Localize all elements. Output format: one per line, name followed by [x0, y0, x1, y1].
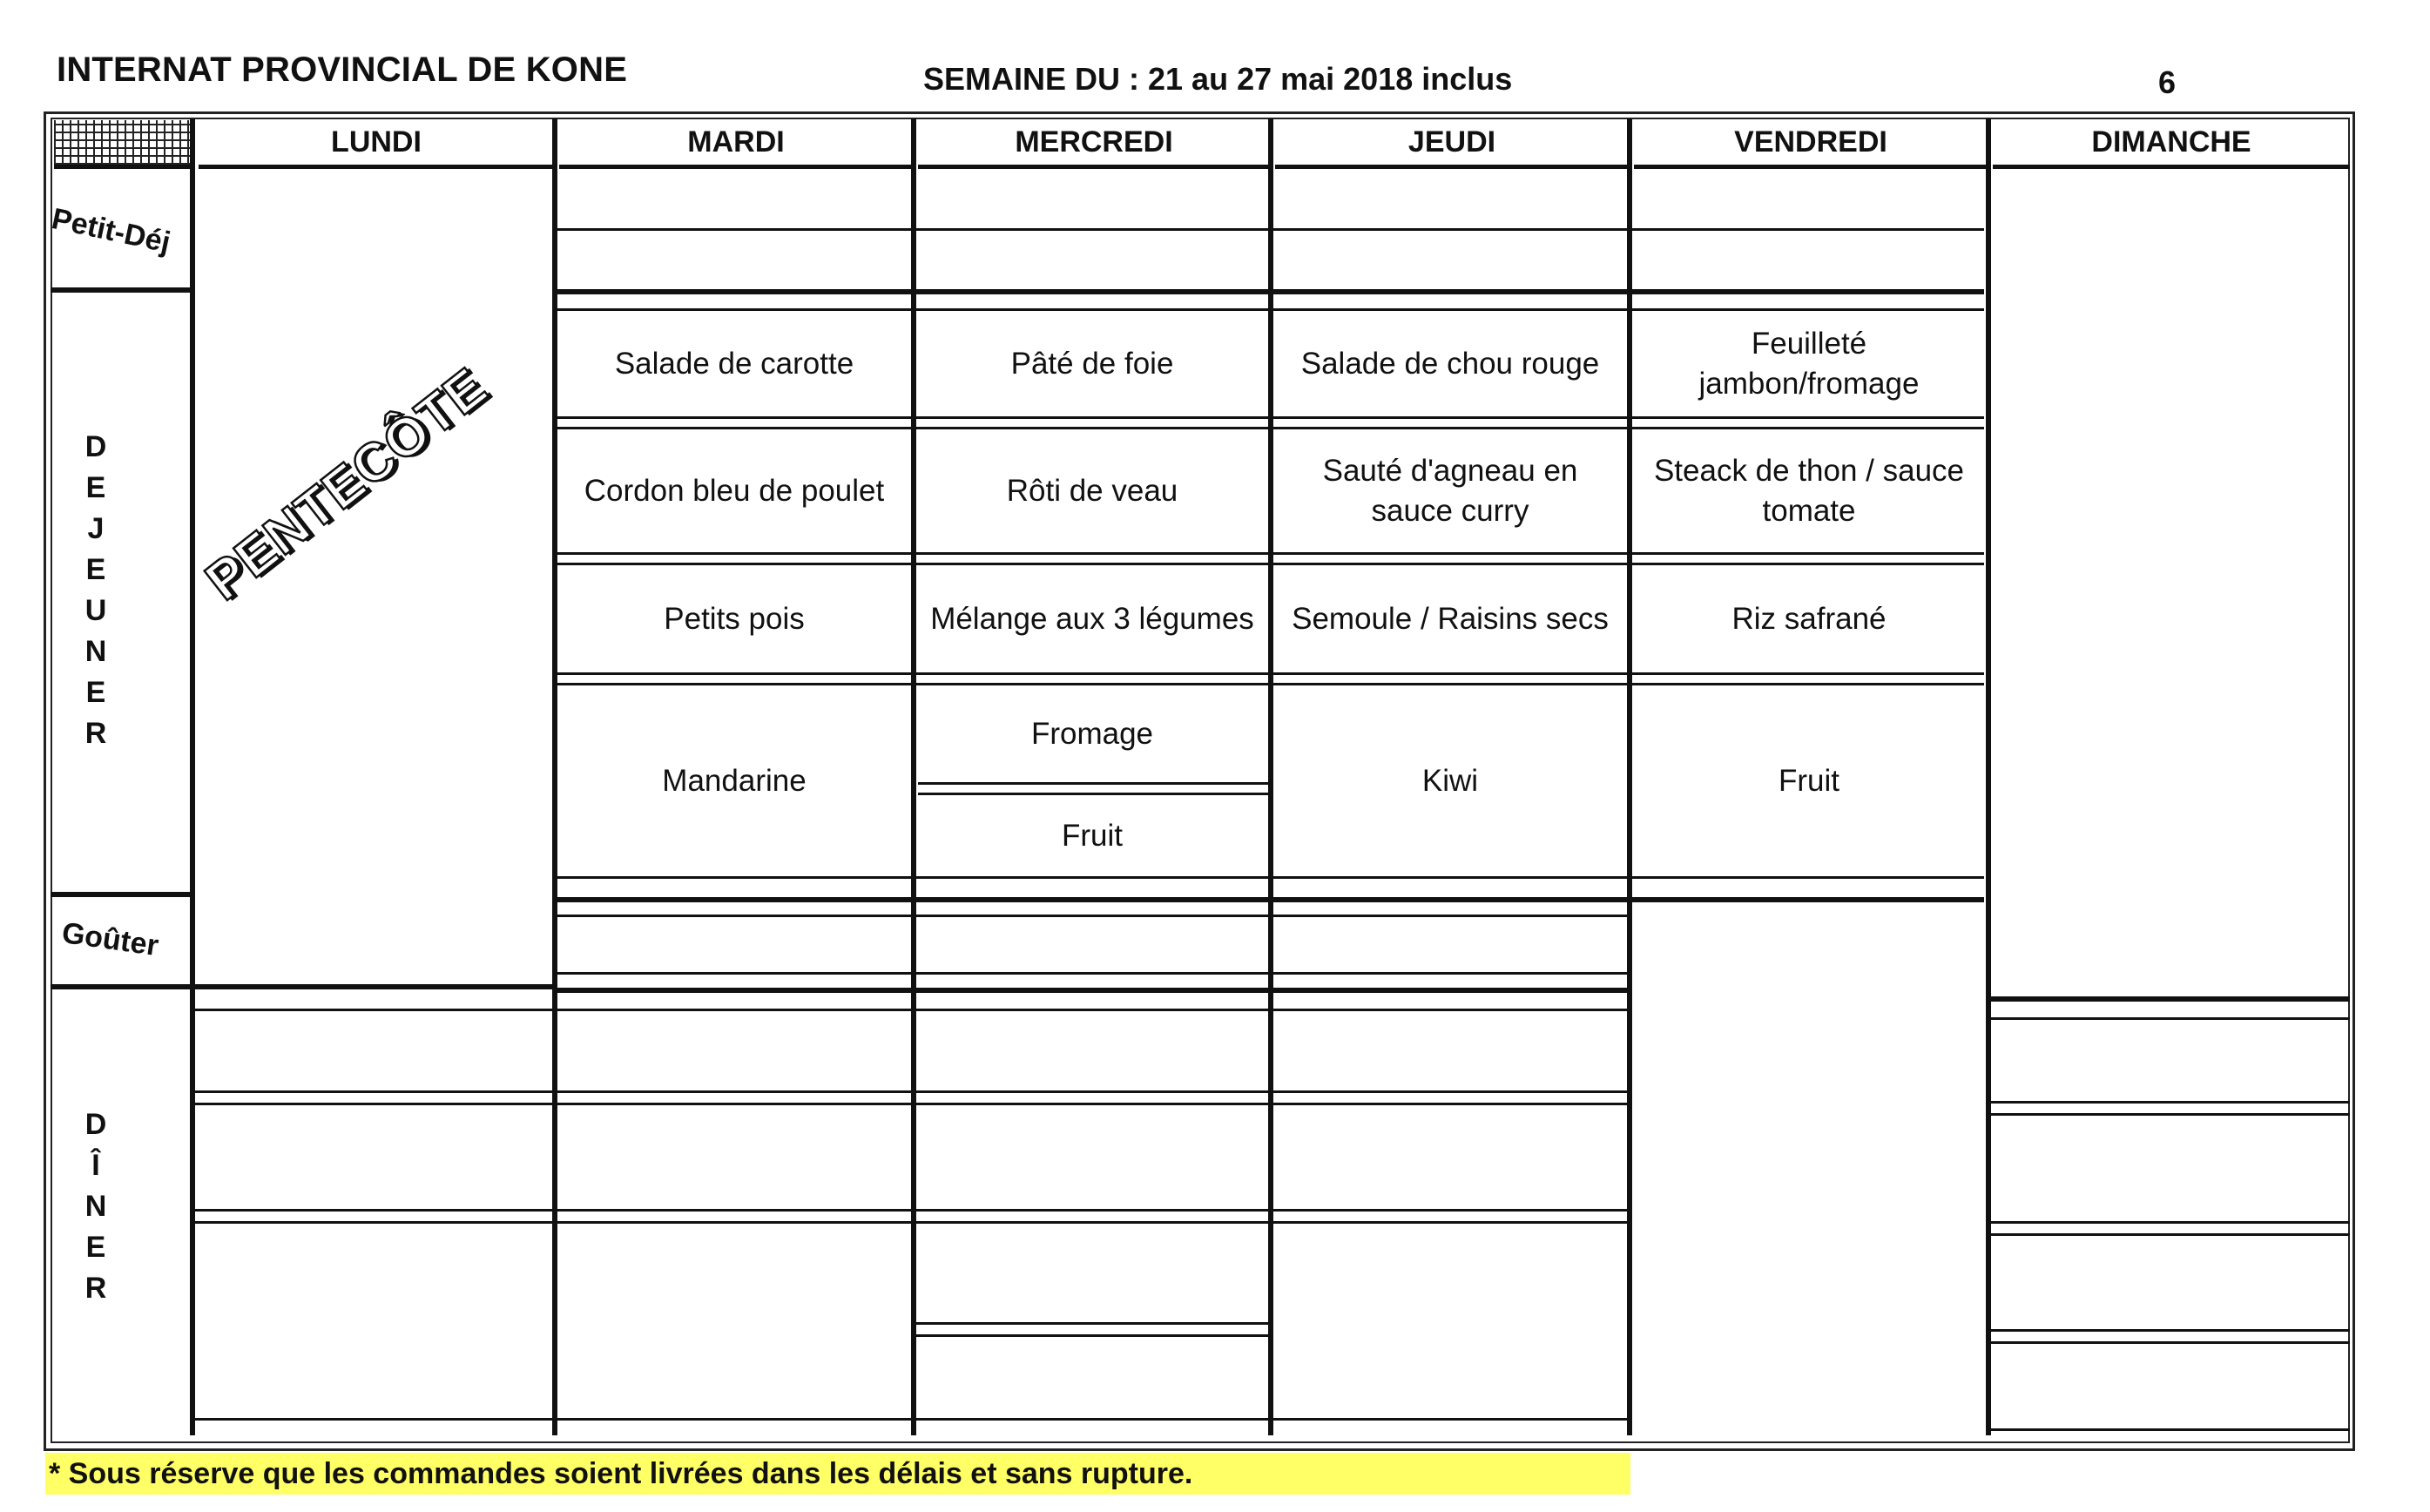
cell-divider — [193, 1103, 1630, 1105]
row-divider — [554, 897, 1984, 902]
menu-cell-mardi-dessert: Mandarine — [662, 763, 807, 798]
cell-divider — [915, 1322, 1270, 1325]
menu-cell-mardi-plat: Cordon bleu de poulet — [584, 473, 885, 508]
row-label-gouter: Goûter — [59, 916, 161, 963]
row-divider — [51, 984, 195, 989]
cell-divider — [193, 1209, 1630, 1212]
cell-divider — [1989, 1428, 2350, 1431]
holiday-pentecote: PENTECÔTE — [194, 356, 498, 612]
cell-divider — [1989, 1101, 2350, 1104]
day-header-mardi: MARDI — [559, 120, 913, 169]
row-divider — [51, 287, 195, 293]
cell-divider — [1989, 1221, 2350, 1224]
column-divider — [1986, 118, 1991, 1435]
menu-cell-mercredi-fromage: Fromage — [1030, 716, 1154, 751]
day-header-jeudi: JEUDI — [1275, 120, 1629, 169]
row-divider — [554, 289, 1984, 294]
menu-cell-jeudi-entree: Salade de chou rouge — [1300, 346, 1600, 381]
cell-divider — [915, 1334, 1270, 1337]
menu-cell-jeudi-accompagnement: Semoule / Raisins secs — [1292, 601, 1609, 636]
corner-hatched-cell — [54, 120, 192, 169]
menu-cell-mercredi-accompagnement: Mélange aux 3 légumes — [930, 601, 1254, 636]
day-header-mercredi: MERCREDI — [918, 120, 1270, 169]
day-header-dimanche: DIMANCHE — [1993, 120, 2350, 169]
menu-cell-mercredi-entree: Pâté de foie — [1010, 346, 1174, 381]
menu-cell-mercredi-plat: Rôti de veau — [1006, 473, 1178, 508]
cell-divider — [554, 672, 1984, 675]
week-range: SEMAINE DU : 21 au 27 mai 2018 inclus — [923, 61, 1513, 97]
cell-divider — [1989, 1329, 2350, 1332]
row-divider — [190, 984, 557, 989]
row-divider — [51, 892, 195, 897]
page-title: INTERNAT PROVINCIAL DE KONE — [57, 51, 628, 89]
day-header-lundi: LUNDI — [199, 120, 554, 169]
menu-cell-vendredi-entree: Feuilleté jambon/fromage — [1698, 326, 1920, 401]
day-header-vendredi: VENDREDI — [1634, 120, 1988, 169]
row-divider — [1988, 996, 2350, 1002]
cell-divider — [1989, 1113, 2350, 1116]
cell-divider — [193, 1221, 1630, 1224]
cell-divider — [554, 416, 1984, 419]
row-label-diner: D Î N E R — [84, 1108, 107, 1305]
cell-divider — [918, 782, 1270, 785]
cell-divider — [554, 915, 1630, 917]
row-divider — [554, 988, 1630, 993]
cell-divider — [554, 228, 1984, 231]
row-label-petit-dej: Petit-Déj — [49, 202, 173, 260]
menu-cell-vendredi-accompagnement: Riz safrané — [1731, 601, 1887, 636]
menu-cell-jeudi-dessert: Kiwi — [1421, 763, 1479, 798]
cell-divider — [1989, 1233, 2350, 1236]
cell-divider — [1989, 1017, 2350, 1020]
cell-divider — [193, 1418, 1630, 1421]
row-label-dejeuner: D E J E U N E R — [84, 430, 107, 750]
menu-cell-mardi-entree: Salade de carotte — [614, 346, 854, 381]
cell-divider — [1989, 1341, 2350, 1344]
cell-divider — [193, 1090, 1630, 1093]
column-divider — [190, 118, 195, 1435]
cell-divider — [554, 552, 1984, 555]
footnote: * Sous réserve que les commandes soient livrées dans les délais et sans rupture. — [45, 1453, 1630, 1495]
menu-cell-jeudi-plat: Sauté d'agneau en sauce curry — [1322, 453, 1578, 528]
menu-cell-vendredi-dessert: Fruit — [1779, 763, 1839, 798]
menu-cell-mardi-accompagnement: Petits pois — [664, 601, 805, 636]
menu-cell-mercredi-dessert: Fruit — [1062, 818, 1123, 853]
menu-cell-vendredi-plat: Steack de thon / sauce tomate — [1653, 453, 1965, 528]
cell-divider — [554, 972, 1630, 975]
cell-divider — [193, 1009, 1630, 1011]
cell-divider — [554, 876, 1984, 879]
page-number: 6 — [2158, 64, 2177, 100]
